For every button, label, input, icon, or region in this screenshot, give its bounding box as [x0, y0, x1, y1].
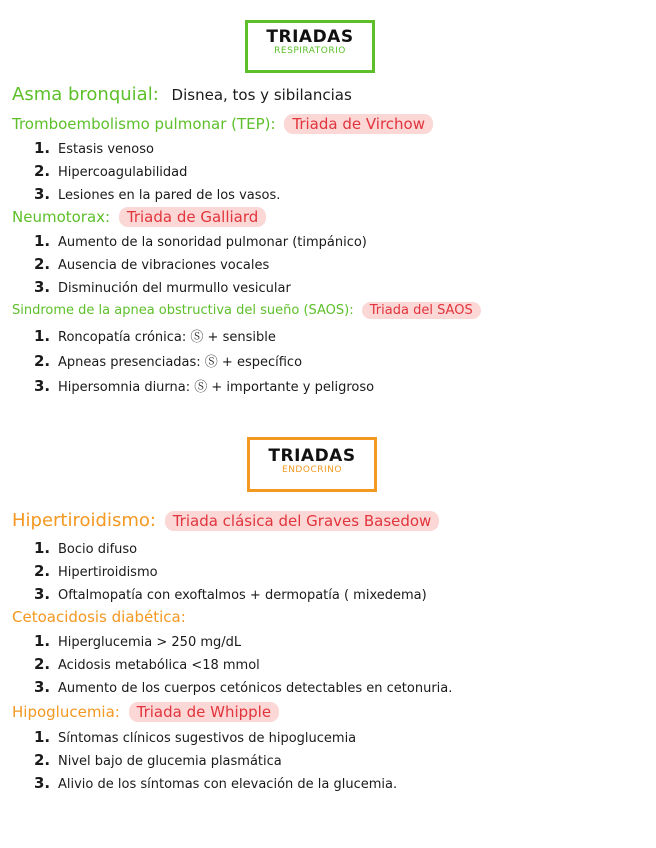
list-item: 3. Hipersomnia diurna: Ⓢ + importante y peligroso [34, 377, 375, 395]
list-item: 2. Hipertiroidismo [34, 562, 158, 580]
tep-heading [12, 115, 433, 133]
section-title: TRIADAS [266, 27, 354, 47]
section-title-box-respiratorio [245, 20, 375, 73]
hipo-triad-highlight: Triada de Whipple [129, 702, 279, 722]
saos-label: Sindrome de la apnea obstructiva del sueño (SAOS): [12, 303, 354, 318]
neumo-heading [12, 208, 266, 226]
list-item: 1. Estasis venoso [34, 139, 154, 157]
list-item: 2. Apneas presenciadas: Ⓢ + específico [34, 352, 303, 370]
saos-heading [12, 302, 481, 320]
neumo-label: Neumotorax: [12, 208, 111, 226]
list-item: 2. Acidosis metabólica <18 mmol [34, 655, 260, 673]
hiper-triad-highlight: Triada clásica del Graves Basedow [165, 511, 440, 531]
list-item: 1. Bocio difuso [34, 539, 138, 557]
hiper-heading [12, 512, 439, 530]
asma-text: Disnea, tos y sibilancias [171, 86, 352, 104]
list-item: 1. Roncopatía crónica: Ⓢ + sensible [34, 327, 276, 345]
hiper-label: Hipertiroidismo: [12, 510, 156, 531]
asma-line [12, 86, 352, 104]
list-item: 3. Alivio de los síntomas con elevación de la glucemia. [34, 774, 398, 792]
neumo-triad-highlight: Triada de Galliard [119, 207, 266, 227]
list-item: 3. Aumento de los cuerpos cetónicos detectables en cetonuria. [34, 678, 453, 696]
saos-triad-highlight: Triada del SAOS [362, 302, 481, 319]
list-item: 2. Hipercoagulabilidad [34, 162, 188, 180]
ceto-heading [12, 608, 186, 626]
list-item: 3. Lesiones en la pared de los vasos. [34, 185, 281, 203]
list-item: 1. Hiperglucemia > 250 mg/dL [34, 632, 242, 650]
hipo-heading [12, 703, 279, 721]
list-item: 3. Oftalmopatía con exoftalmos + dermopatía ( mixedema) [34, 585, 427, 603]
section-subtitle: RESPIRATORIO [274, 46, 346, 56]
tep-triad-highlight: Triada de Virchow [284, 114, 433, 134]
list-item: 1. Aumento de la sonoridad pulmonar (timpánico) [34, 232, 367, 250]
list-item: 3. Disminución del murmullo vesicular [34, 278, 291, 296]
asma-label: Asma bronquial: [12, 84, 159, 105]
section-subtitle: ENDOCRINO [282, 465, 342, 475]
list-item: 1. Síntomas clínicos sugestivos de hipoglucemia [34, 728, 357, 746]
tep-label: Tromboembolismo pulmonar (TEP): [12, 115, 276, 133]
list-item: 2. Ausencia de vibraciones vocales [34, 255, 270, 273]
list-item: 2. Nivel bajo de glucemia plasmática [34, 751, 282, 769]
hipo-label: Hipoglucemia: [12, 703, 120, 721]
ceto-label: Cetoacidosis diabética: [12, 608, 186, 626]
section-title-box-endocrino [247, 437, 377, 492]
section-title: TRIADAS [268, 446, 356, 466]
